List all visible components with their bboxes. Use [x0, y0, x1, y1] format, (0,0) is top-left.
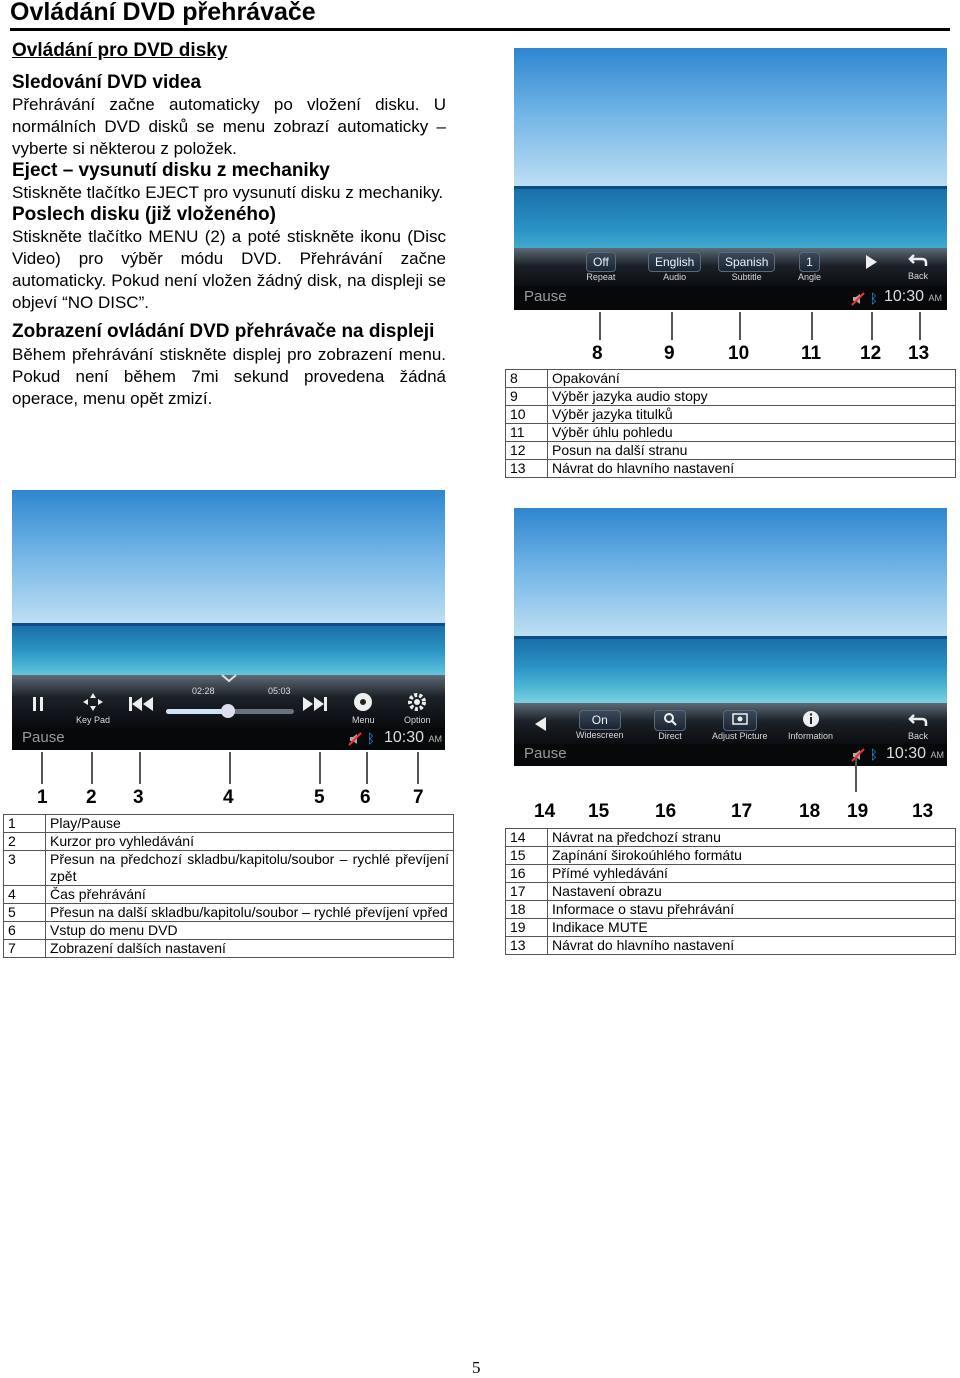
clock: 10:30 AM: [886, 745, 944, 762]
mute-icon: [348, 732, 362, 750]
magnifier-icon: [663, 712, 677, 726]
adjust-picture-button[interactable]: Adjust Picture: [712, 710, 768, 741]
legend-table-top: [505, 369, 956, 478]
info-icon: [802, 710, 820, 728]
repeat-button[interactable]: Off Repeat: [586, 252, 616, 282]
gear-icon: [407, 692, 427, 712]
cursor-cross-icon: [82, 692, 104, 712]
watch-text: Přehrávání začne automaticky po vložení disku. U normálních DVD disků se menu zobrazí automaticky – vyberte si některou z položek.: [12, 95, 446, 158]
picture-icon: [732, 712, 748, 726]
table-row: 15 Zapínání širokoúhlého formátu: [506, 847, 956, 865]
table-row: 18 Informace o stavu přehrávání: [506, 901, 956, 919]
option-button[interactable]: Option: [404, 692, 431, 725]
bluetooth-icon: ᛒ: [870, 291, 878, 306]
status-pause: Pause: [524, 288, 567, 305]
pointer-line: [417, 752, 419, 784]
back-icon: [908, 252, 928, 268]
audio-button[interactable]: English Audio: [648, 252, 701, 282]
next-page-button[interactable]: [864, 254, 878, 273]
table-row: 2 Kurzor pro vyhledávání: [4, 833, 454, 851]
pointer-line: [739, 312, 741, 340]
table-row: 3 Přesun na předchozí skladbu/kapitolu/soubor – rychlé převíjení zpět: [4, 851, 454, 886]
display-heading: Zobrazení ovládání DVD přehrávače na displeji: [12, 321, 435, 342]
pointer-line: [366, 752, 368, 784]
widescreen-button[interactable]: On Widescreen: [576, 710, 624, 740]
play-pause-button[interactable]: [32, 696, 44, 715]
pointer-line: [811, 312, 813, 340]
table-row: 11 Výběr úhlu pohledu: [506, 424, 956, 442]
listen-heading: Poslech disku (již vloženého): [12, 204, 276, 225]
pointer-line: [871, 312, 873, 340]
table-row: 8 Opakování: [506, 370, 956, 388]
angle-button[interactable]: 1 Angle: [798, 252, 821, 282]
table-row: 6 Vstup do menu DVD: [4, 922, 454, 940]
table-row: 19 Indikace MUTE: [506, 919, 956, 937]
table-row: 14 Návrat na předchozí stranu: [506, 829, 956, 847]
next-arrow-icon: [864, 254, 878, 270]
display-text: Během přehrávání stiskněte displej pro zobrazení menu. Pokud není během 7mi sekund provedena žádná operace, menu opět zmizí.: [12, 345, 446, 408]
screen-dvd-options: [514, 48, 947, 310]
pointer-line: [855, 758, 857, 792]
page-title: Ovládání DVD přehrávače: [10, 0, 316, 26]
direct-search-button[interactable]: Direct: [654, 710, 686, 741]
subtitle-button[interactable]: Spanish Subtitle: [718, 252, 775, 282]
screen-display-settings: [514, 508, 947, 766]
pointer-line: [139, 752, 141, 784]
table-row: 12 Posun na další stranu: [506, 442, 956, 460]
collapse-chevron-icon[interactable]: [220, 670, 238, 688]
left-column: [12, 72, 446, 410]
eject-heading: Eject – vysunutí disku z mechaniky: [12, 160, 330, 181]
progress-fill: [166, 709, 229, 714]
next-button[interactable]: [302, 696, 328, 715]
back-button[interactable]: Back: [908, 252, 928, 281]
pointer-line: [671, 312, 673, 340]
listen-text: Stiskněte tlačítko MENU (2) a poté stiskněte ikonu (Disc Video) pro výběr módu DVD. Přehrávání začne automaticky. Pokud není vložen žádný disk, na displeji se objeví “NO DISC”.: [12, 227, 446, 312]
table-row: 7 Zobrazení dalších nastavení: [4, 940, 454, 958]
page-number: 5: [472, 1358, 481, 1377]
callouts-bottom: 14 15 16 17 18 19 13: [534, 801, 934, 822]
table-row: 9 Výběr jazyka audio stopy: [506, 388, 956, 406]
table-row: 13 Návrat do hlavního nastavení: [506, 460, 956, 478]
callouts-top: 8 9 10 11 12 13: [592, 343, 930, 364]
watch-heading: Sledování DVD videa: [12, 72, 202, 93]
table-row: 13 Návrat do hlavního nastavení: [506, 937, 956, 955]
mute-icon: [851, 292, 865, 310]
pointer-line: [319, 752, 321, 784]
screen-playback-controls: [12, 490, 445, 750]
status-pause: Pause: [524, 745, 567, 762]
table-row: 17 Nastavení obrazu: [506, 883, 956, 901]
skip-forward-icon: [302, 696, 328, 712]
table-row: 1 Play/Pause: [4, 815, 454, 833]
pointer-line: [41, 752, 43, 784]
table-row: 4 Čas přehrávání: [4, 886, 454, 904]
menu-button[interactable]: Menu: [352, 692, 375, 725]
legend-table-bottom: [505, 828, 956, 955]
pointer-line: [91, 752, 93, 784]
table-row: 5 Přesun na další skladbu/kapitolu/soubor – rychlé převíjení vpřed: [4, 904, 454, 922]
pause-icon: [32, 696, 44, 712]
table-row: 16 Přímé vyhledávání: [506, 865, 956, 883]
legend-table-left: [3, 814, 454, 958]
previous-button[interactable]: [128, 696, 154, 715]
disc-icon: [353, 692, 373, 712]
skip-back-icon: [128, 696, 154, 712]
callouts-left: 1 2 3 4 5 6 7: [37, 787, 424, 808]
title-rule: [10, 28, 950, 31]
status-pause: Pause: [22, 729, 65, 746]
information-button[interactable]: Information: [788, 710, 833, 741]
back-button[interactable]: Back: [908, 712, 928, 741]
progress-handle[interactable]: [221, 704, 235, 718]
prev-arrow-icon: [534, 716, 548, 732]
elapsed-time: 02:28: [192, 686, 215, 696]
bluetooth-icon: ᛒ: [870, 747, 878, 762]
total-time: 05:03: [268, 686, 291, 696]
mute-icon: [851, 748, 865, 766]
clock: 10:30 AM: [884, 288, 942, 305]
pointer-line: [229, 752, 231, 784]
pointer-line: [919, 312, 921, 340]
keypad-button[interactable]: Key Pad: [76, 692, 110, 725]
pointer-line: [599, 312, 601, 340]
eject-text: Stiskněte tlačítko EJECT pro vysunutí disku z mechaniky.: [12, 183, 444, 202]
clock: 10:30 AM: [384, 729, 442, 746]
previous-page-button[interactable]: [534, 716, 548, 735]
bluetooth-icon: ᛒ: [367, 731, 375, 746]
section-title: Ovládání pro DVD disky: [12, 40, 228, 61]
table-row: 10 Výběr jazyka titulků: [506, 406, 956, 424]
back-icon: [908, 712, 928, 728]
